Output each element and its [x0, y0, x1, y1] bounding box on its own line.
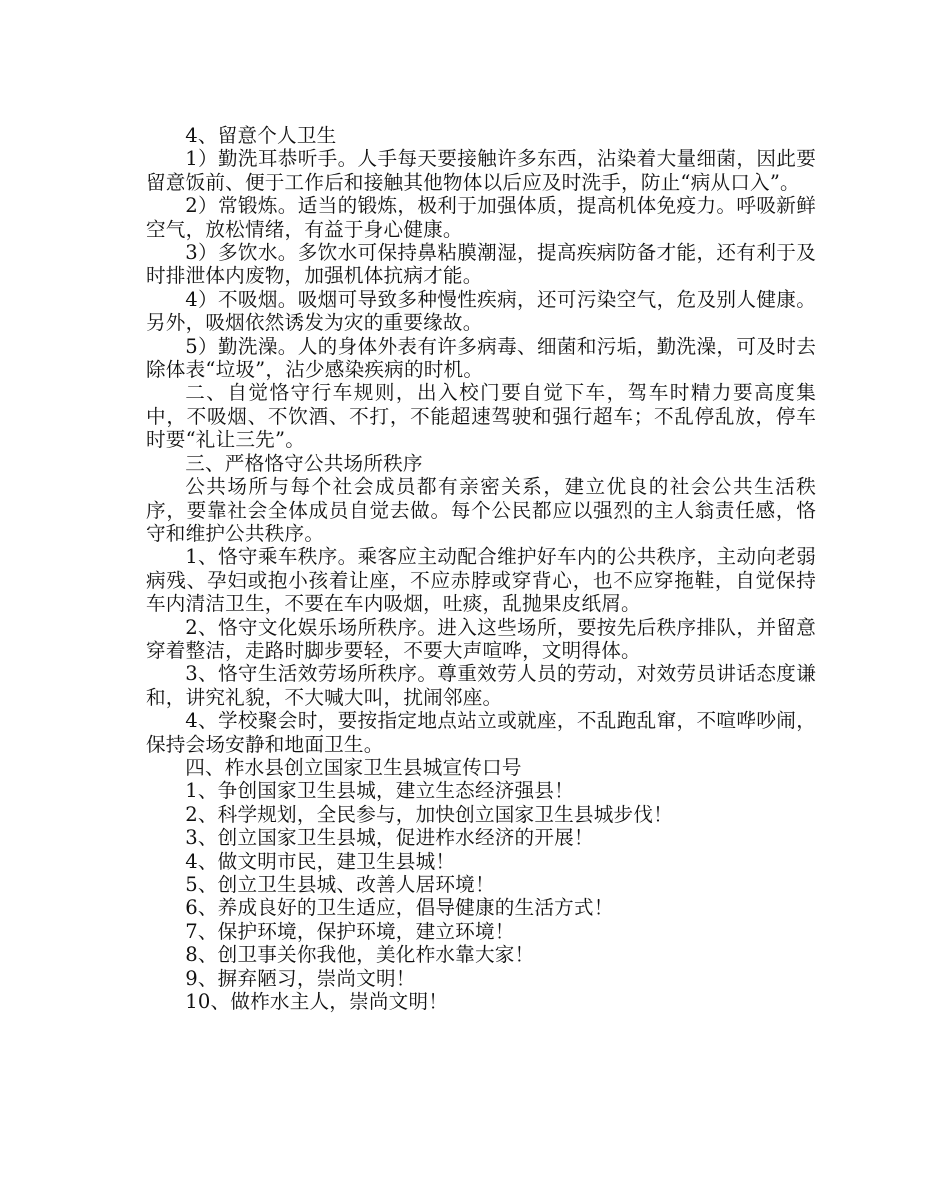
section-heading: 三、严格恪守公共场所秩序 [185, 451, 423, 475]
paragraph: 公共场所与每个社会成员都有亲密关系，建立优良的社会公共生活秩序，要靠社会全体成员自觉去做。每个公民都应以强烈的主人翁责任感，恪守和维护公共秩序。 [146, 475, 816, 545]
slogan-item: 10、做柞水主人，崇尚文明！ [185, 990, 449, 1014]
slogan-item: 4、做文明市民，建卫生县城！ [185, 849, 456, 873]
paragraph: 2、恪守文化娱乐场所秩序。进入这些场所，要按先后秩序排队，并留意穿着整洁，走路时脚步要轻，不要大声喧哗，文明得体。 [146, 615, 816, 662]
paragraph: 3、恪守生活效劳场所秩序。尊重效劳人员的劳动，对效劳员讲话态度谦和，讲究礼貌，不大喊大叫，扰闹邻座。 [146, 662, 816, 709]
paragraph: 2）常锻炼。适当的锻炼，极利于加强体质，提高机体免疫力。呼吸新鲜空气，放松情绪，有益于身心健康。 [146, 194, 816, 241]
slogan-item: 8、创卫事关你我他，美化柞水靠大家！ [185, 943, 535, 967]
paragraph: 4）不吸烟。吸烟可导致多种慢性疾病，还可污染空气，危及别人健康。另外，吸烟依然诱发为灾的重要缘故。 [146, 287, 816, 335]
paragraph: 1、恪守乘车秩序。乘客应主动配合维护好车内的公共秩序，主动向老弱病残、孕妇或抱小孩着让座，不应赤脖或穿背心，也不应穿拖鞋，自觉保持车内清洁卫生，不要在车内吸烟，吐痰，乱抛果皮纸屑。 [146, 545, 816, 616]
section-heading: 四、柞水县创立国家卫生县城宣传口号 [185, 755, 522, 779]
slogan-item: 6、养成良好的卫生适应，倡导健康的生活方式！ [185, 896, 614, 920]
document-body [146, 124, 816, 1013]
slogan-item: 7、保护环境，保护环境，建立环境！ [185, 919, 515, 943]
paragraph: 5）勤洗澡。人的身体外表有许多病毒、细菌和污垢，勤洗澡，可及时去除体表“垃圾”，沾少感染疾病的时机。 [146, 334, 816, 382]
slogan-item: 2、科学规划，全民参与，加快创立国家卫生县城步伐！ [185, 802, 673, 826]
slogan-item: 3、创立国家卫生县城，促进柞水经济的开展！ [185, 826, 594, 850]
paragraph: 1）勤洗耳恭听手。人手每天要接触许多东西，沾染着大量细菌，因此要留意饭前、便于工作后和接触其他物体以后应及时洗手，防止“病从口入”。 [146, 147, 816, 194]
paragraph: 4、留意个人卫生 [185, 124, 337, 147]
paragraph: 4、学校聚会时，要按指定地点站立或就座，不乱跑乱窜，不喧哗吵闹，保持会场安静和地面卫生。 [146, 709, 816, 756]
slogan-item: 1、争创国家卫生县城，建立生态经济强县！ [185, 779, 574, 803]
slogan-item: 5、创立卫生县城、改善人居环境！ [185, 873, 495, 896]
paragraph: 二、自觉恪守行车规则，出入校门要自觉下车，驾车时精力要高度集中，不吸烟、不饮酒、不打，不能超速驾驶和强行超车；不乱停乱放，停车时要“礼让三先”。 [146, 381, 816, 452]
paragraph: 3）多饮水。多饮水可保持鼻粘膜潮湿，提高疾病防备才能，还有利于及时排泄体内废物，加强机体抗病才能。 [146, 241, 816, 288]
slogan-item: 9、摒弃陋习，崇尚文明！ [185, 966, 416, 990]
